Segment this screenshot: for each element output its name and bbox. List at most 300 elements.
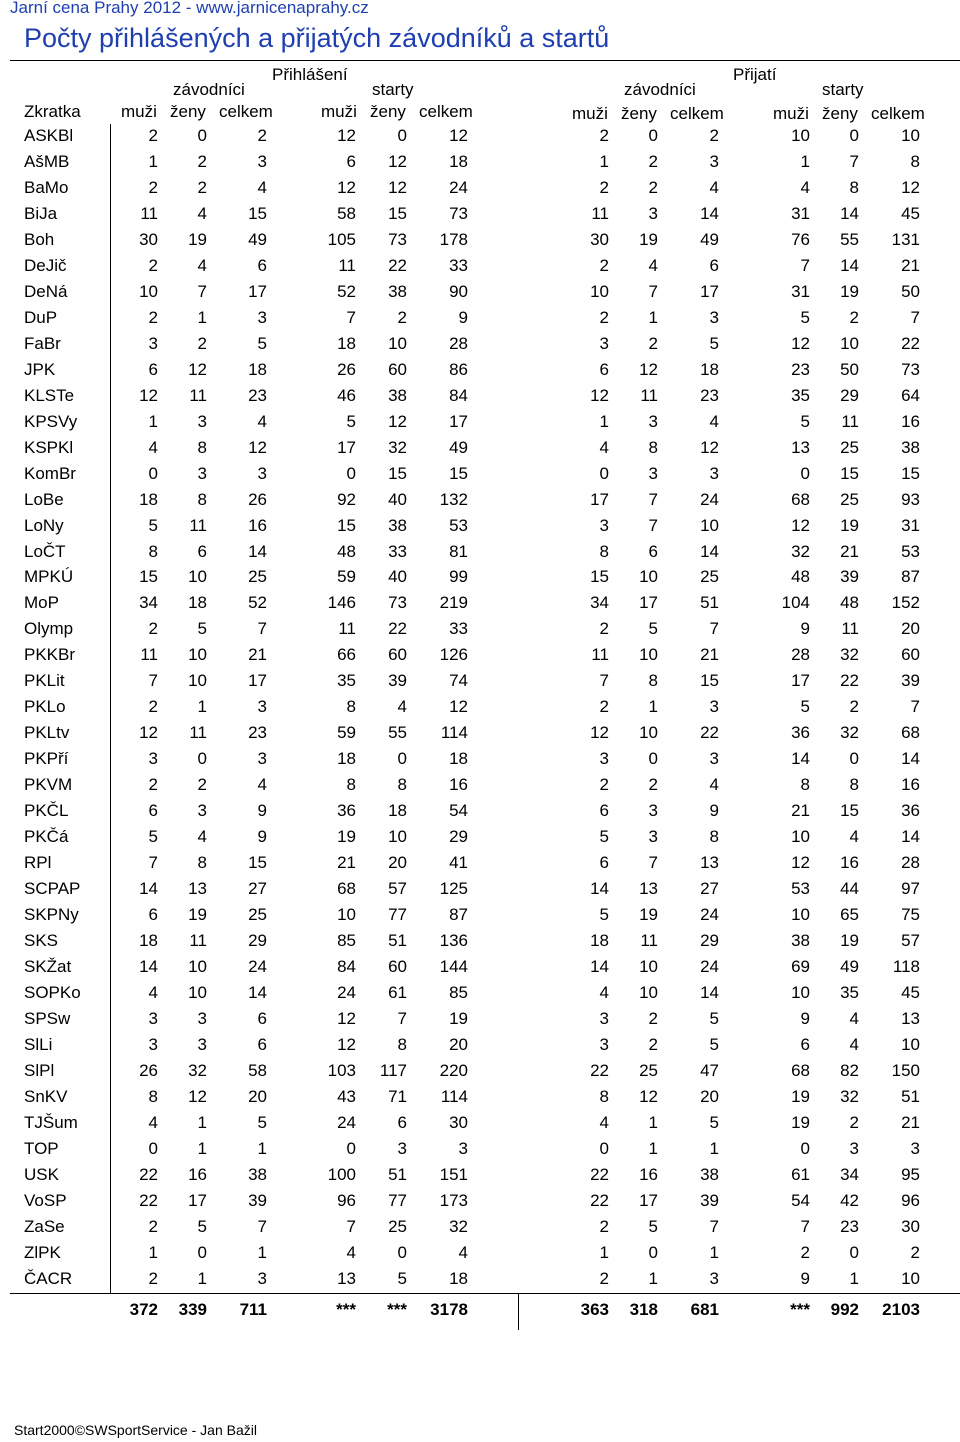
cell-reg-total: 6 xyxy=(257,1034,267,1054)
cell-reg-women: 3 xyxy=(197,1034,207,1054)
cell-reg-starts-women: 57 xyxy=(388,879,407,899)
cell-acc-women: 10 xyxy=(639,567,658,587)
cell-acc-women: 3 xyxy=(648,203,658,223)
cell-reg-starts-total: 114 xyxy=(440,1086,468,1106)
cell-acc-men: 22 xyxy=(590,1060,609,1080)
table-row xyxy=(0,412,960,438)
cell-reg-total: 23 xyxy=(248,723,267,743)
cell-acc-men: 22 xyxy=(590,1190,609,1210)
cell-reg-starts-total: 114 xyxy=(440,723,468,743)
cell-reg-starts-men: 36 xyxy=(337,801,356,821)
col-header-reg-men: muži xyxy=(121,102,157,121)
cell-acc-men: 11 xyxy=(591,645,609,665)
cell-reg-total: 25 xyxy=(248,905,267,925)
cell-acc-starts-total: 51 xyxy=(901,1086,920,1106)
cell-acc-total: 4 xyxy=(709,775,719,795)
cell-acc-women: 10 xyxy=(639,723,658,743)
cell-reg-starts-men: 10 xyxy=(337,905,356,925)
cell-reg-starts-men: 85 xyxy=(337,931,356,951)
cell-acc-starts-men: 9 xyxy=(800,619,810,639)
cell-abbr: ZaSe xyxy=(24,1216,65,1236)
cell-reg-starts-total: 151 xyxy=(439,1164,468,1184)
cell-acc-women: 13 xyxy=(639,879,658,899)
table-row xyxy=(0,983,960,1009)
cell-acc-total: 20 xyxy=(700,1086,719,1106)
cell-acc-women: 17 xyxy=(639,1190,658,1210)
cell-reg-total: 6 xyxy=(257,1008,267,1028)
cell-acc-men: 2 xyxy=(599,619,609,639)
cell-acc-women: 0 xyxy=(648,749,658,769)
cell-abbr: ZlPK xyxy=(24,1242,61,1262)
cell-acc-starts-men: 36 xyxy=(791,723,810,743)
table-row xyxy=(0,334,960,360)
cell-reg-starts-total: 33 xyxy=(449,255,468,275)
cell-reg-men: 12 xyxy=(139,723,158,743)
cell-abbr: MPKÚ xyxy=(24,567,74,587)
subgroup-registered-starts: starty xyxy=(372,80,414,99)
cell-abbr: SPSw xyxy=(24,1008,71,1028)
cell-acc-men: 4 xyxy=(599,983,609,1002)
cell-abbr: PKPří xyxy=(24,749,69,769)
cell-acc-starts-women: 11 xyxy=(841,411,859,431)
cell-reg-men: 2 xyxy=(148,255,158,275)
cell-acc-men: 12 xyxy=(590,385,609,405)
cell-acc-men: 11 xyxy=(591,203,609,223)
cell-acc-men: 6 xyxy=(599,801,609,821)
cell-abbr: FaBr xyxy=(24,333,61,353)
cell-reg-women: 0 xyxy=(197,749,207,769)
cell-reg-total: 23 xyxy=(248,385,267,405)
cell-acc-starts-total: 39 xyxy=(901,671,920,691)
cell-reg-starts-total: 84 xyxy=(449,385,468,405)
cell-acc-starts-women: 49 xyxy=(840,957,859,977)
cell-acc-starts-women: 82 xyxy=(840,1060,859,1080)
cell-reg-starts-men: 18 xyxy=(337,749,356,769)
cell-acc-men: 6 xyxy=(599,359,609,379)
cell-acc-men: 2 xyxy=(599,1216,609,1236)
cell-acc-women: 1 xyxy=(648,1138,658,1158)
cell-reg-starts-men: 24 xyxy=(337,1112,356,1132)
cell-reg-women: 32 xyxy=(188,1060,207,1080)
cell-reg-starts-men: 105 xyxy=(327,229,356,249)
cell-reg-starts-women: 4 xyxy=(397,697,407,717)
cell-acc-starts-men: 13 xyxy=(791,437,810,457)
cell-reg-men: 0 xyxy=(148,463,158,483)
cell-reg-starts-men: 58 xyxy=(337,203,356,223)
cell-acc-men: 0 xyxy=(599,463,609,483)
cell-reg-women: 2 xyxy=(197,151,207,171)
cell-reg-starts-total: 74 xyxy=(449,671,468,691)
cell-acc-starts-women: 34 xyxy=(840,1164,859,1184)
cell-acc-starts-men: 21 xyxy=(791,801,810,821)
cell-acc-starts-men: 19 xyxy=(791,1086,810,1106)
cell-reg-men: 6 xyxy=(148,359,158,379)
cell-acc-starts-men: 17 xyxy=(791,671,810,691)
table-row xyxy=(0,723,960,749)
table-row xyxy=(0,827,960,853)
cell-reg-men: 4 xyxy=(148,1112,158,1132)
cell-reg-starts-women: 6 xyxy=(397,1112,407,1132)
cell-acc-total: 10 xyxy=(700,515,719,535)
cell-reg-women: 4 xyxy=(197,255,207,275)
cell-acc-starts-women: 65 xyxy=(840,905,859,925)
cell-reg-starts-total: 32 xyxy=(449,1216,468,1236)
cell-acc-men: 1 xyxy=(599,1242,609,1262)
cell-reg-women: 10 xyxy=(188,957,207,977)
cell-acc-total: 22 xyxy=(700,723,719,743)
cell-acc-starts-women: 44 xyxy=(840,879,859,899)
cell-reg-starts-total: 144 xyxy=(439,957,468,977)
cell-acc-starts-men: 1 xyxy=(800,151,810,171)
cell-abbr: PKLtv xyxy=(24,723,70,743)
cell-acc-total: 3 xyxy=(709,463,719,483)
table-row xyxy=(0,749,960,775)
cell-reg-women: 10 xyxy=(188,671,207,691)
cell-acc-men: 34 xyxy=(590,593,609,613)
table-row xyxy=(0,256,960,282)
cell-acc-starts-men: 9 xyxy=(800,1008,810,1028)
cell-acc-starts-women: 2 xyxy=(849,1112,859,1132)
cell-acc-starts-total: 75 xyxy=(901,905,920,925)
cell-acc-women: 16 xyxy=(639,1164,658,1184)
total-acc-starts-total: 2103 xyxy=(882,1300,920,1319)
cell-acc-total: 7 xyxy=(709,1216,719,1236)
cell-acc-starts-total: 10 xyxy=(901,126,920,145)
cell-acc-starts-men: 48 xyxy=(791,567,810,587)
cell-acc-starts-women: 15 xyxy=(840,463,859,483)
col-header-reg-total: celkem xyxy=(219,102,273,121)
table-row xyxy=(0,697,960,723)
cell-reg-women: 12 xyxy=(188,1086,207,1106)
cell-reg-women: 13 xyxy=(188,879,207,899)
cell-acc-starts-total: 73 xyxy=(901,359,920,379)
cell-acc-starts-women: 50 xyxy=(840,359,859,379)
cell-acc-starts-total: 2 xyxy=(910,1242,920,1262)
cell-reg-starts-men: 19 xyxy=(337,827,356,847)
cell-acc-starts-women: 14 xyxy=(840,203,859,223)
cell-reg-starts-women: 5 xyxy=(397,1268,407,1288)
cell-reg-starts-women: 22 xyxy=(388,619,407,639)
cell-reg-starts-women: 8 xyxy=(397,1034,407,1054)
cell-acc-total: 21 xyxy=(700,645,719,665)
cell-abbr: LoBe xyxy=(24,489,64,509)
table-row xyxy=(0,282,960,308)
cell-reg-total: 7 xyxy=(257,619,267,639)
cell-acc-starts-women: 29 xyxy=(840,385,859,405)
cell-reg-men: 34 xyxy=(139,593,158,613)
cell-acc-total: 18 xyxy=(700,359,719,379)
cell-reg-men: 30 xyxy=(139,229,158,249)
cell-reg-women: 3 xyxy=(197,801,207,821)
cell-acc-starts-women: 42 xyxy=(840,1190,859,1210)
cell-reg-men: 0 xyxy=(148,1138,158,1158)
cell-acc-men: 2 xyxy=(599,126,609,145)
cell-reg-women: 3 xyxy=(197,463,207,483)
cell-acc-women: 25 xyxy=(639,1060,658,1080)
cell-reg-men: 5 xyxy=(148,827,158,847)
table-row xyxy=(0,464,960,490)
cell-reg-starts-men: 100 xyxy=(327,1164,356,1184)
cell-reg-men: 3 xyxy=(148,1034,158,1054)
cell-acc-starts-men: 9 xyxy=(800,1268,810,1288)
cell-reg-women: 2 xyxy=(197,775,207,795)
cell-acc-men: 8 xyxy=(599,1086,609,1106)
table-row xyxy=(0,931,960,957)
cell-acc-starts-women: 55 xyxy=(840,229,859,249)
cell-reg-starts-women: 3 xyxy=(397,1138,407,1158)
cell-acc-women: 7 xyxy=(648,853,658,873)
cell-acc-starts-total: 12 xyxy=(901,177,920,197)
cell-acc-men: 30 xyxy=(590,229,609,249)
cell-abbr: KomBr xyxy=(24,463,76,483)
cell-reg-starts-women: 8 xyxy=(397,775,407,795)
footer-credit: Start2000©SWSportService - Jan Bažil xyxy=(14,1422,257,1438)
cell-reg-starts-total: 28 xyxy=(449,333,468,353)
cell-acc-women: 3 xyxy=(648,827,658,847)
cell-abbr: PKVM xyxy=(24,775,73,795)
cell-abbr: TOP xyxy=(24,1138,59,1158)
cell-reg-total: 38 xyxy=(248,1164,267,1184)
cell-acc-total: 5 xyxy=(709,1034,719,1054)
cell-acc-starts-men: 68 xyxy=(791,489,810,509)
cell-acc-women: 2 xyxy=(648,1008,658,1028)
cell-acc-starts-women: 21 xyxy=(840,541,859,561)
cell-acc-women: 7 xyxy=(648,489,658,509)
cell-reg-women: 4 xyxy=(197,827,207,847)
table-row xyxy=(0,1009,960,1035)
cell-reg-starts-men: 46 xyxy=(337,385,356,405)
cell-reg-starts-men: 7 xyxy=(346,307,356,327)
cell-acc-women: 8 xyxy=(648,671,658,691)
table-row xyxy=(0,1035,960,1061)
cell-reg-starts-women: 38 xyxy=(388,281,407,301)
cell-reg-starts-total: 132 xyxy=(439,489,468,509)
cell-reg-women: 3 xyxy=(197,1008,207,1028)
col-header-acc-women: ženy xyxy=(621,104,657,123)
cell-acc-starts-women: 3 xyxy=(849,1138,859,1158)
cell-acc-starts-total: 14 xyxy=(901,827,920,847)
cell-reg-total: 3 xyxy=(257,463,267,483)
total-acc-starts-men: *** xyxy=(790,1300,810,1319)
cell-reg-starts-women: 2 xyxy=(397,307,407,327)
cell-acc-starts-women: 19 xyxy=(840,931,859,951)
cell-acc-women: 17 xyxy=(639,593,658,613)
cell-reg-starts-men: 59 xyxy=(337,723,356,743)
cell-reg-starts-men: 12 xyxy=(337,126,356,145)
cell-acc-starts-total: 50 xyxy=(901,281,920,301)
cell-abbr: PKLo xyxy=(24,697,66,717)
cell-acc-women: 8 xyxy=(648,437,658,457)
cell-reg-starts-women: 77 xyxy=(388,905,407,925)
cell-reg-starts-women: 60 xyxy=(388,957,407,977)
cell-reg-men: 2 xyxy=(148,775,158,795)
cell-acc-men: 1 xyxy=(599,411,609,431)
cell-reg-women: 11 xyxy=(189,931,207,951)
cell-reg-women: 8 xyxy=(197,489,207,509)
cell-reg-men: 10 xyxy=(139,281,158,301)
cell-acc-starts-total: 8 xyxy=(910,151,920,171)
cell-reg-men: 3 xyxy=(148,333,158,353)
cell-acc-women: 0 xyxy=(648,1242,658,1262)
cell-reg-women: 18 xyxy=(188,593,207,613)
cell-acc-total: 24 xyxy=(700,489,719,509)
cell-acc-starts-total: 31 xyxy=(901,515,920,535)
cell-acc-starts-total: 30 xyxy=(901,1216,920,1236)
table-row xyxy=(0,178,960,204)
cell-reg-starts-women: 10 xyxy=(388,827,407,847)
cell-acc-starts-men: 12 xyxy=(791,333,810,353)
cell-reg-women: 0 xyxy=(197,126,207,145)
cell-acc-starts-total: 45 xyxy=(901,983,920,1002)
column-divider-middle xyxy=(518,1294,519,1330)
table-row xyxy=(0,1243,960,1269)
cell-abbr: PKLit xyxy=(24,671,65,691)
cell-reg-women: 10 xyxy=(188,645,207,665)
cell-acc-men: 3 xyxy=(599,515,609,535)
cell-reg-starts-total: 125 xyxy=(439,879,468,899)
cell-reg-total: 39 xyxy=(248,1190,267,1210)
cell-reg-starts-total: 90 xyxy=(449,281,468,301)
cell-abbr: LoNy xyxy=(24,515,64,535)
cell-acc-starts-total: 118 xyxy=(892,957,920,977)
cell-reg-starts-total: 220 xyxy=(439,1060,468,1080)
cell-acc-total: 3 xyxy=(709,749,719,769)
cell-reg-men: 7 xyxy=(148,671,158,691)
cell-reg-total: 1 xyxy=(257,1242,267,1262)
cell-abbr: ASKBl xyxy=(24,126,74,145)
cell-reg-starts-total: 18 xyxy=(449,151,468,171)
cell-acc-starts-women: 11 xyxy=(841,619,859,639)
cell-reg-starts-women: 33 xyxy=(388,541,407,561)
cell-reg-total: 20 xyxy=(248,1086,267,1106)
cell-acc-total: 5 xyxy=(709,333,719,353)
cell-acc-starts-women: 32 xyxy=(840,1086,859,1106)
cell-acc-men: 7 xyxy=(599,671,609,691)
cell-acc-starts-men: 10 xyxy=(791,827,810,847)
cell-acc-starts-women: 7 xyxy=(849,151,859,171)
cell-acc-total: 27 xyxy=(700,879,719,899)
cell-acc-starts-men: 4 xyxy=(800,177,810,197)
cell-reg-total: 17 xyxy=(248,281,267,301)
cell-acc-total: 2 xyxy=(709,126,719,145)
cell-acc-starts-women: 10 xyxy=(840,333,859,353)
table-row xyxy=(0,1113,960,1139)
cell-acc-starts-men: 2 xyxy=(800,1242,810,1262)
cell-abbr: DuP xyxy=(24,307,58,327)
cell-reg-women: 17 xyxy=(188,1190,207,1210)
cell-acc-starts-total: 53 xyxy=(901,541,920,561)
cell-acc-total: 25 xyxy=(700,567,719,587)
col-header-acc-starts-women: ženy xyxy=(822,104,858,123)
cell-reg-total: 6 xyxy=(257,255,267,275)
cell-acc-starts-total: 93 xyxy=(901,489,920,509)
cell-acc-starts-men: 31 xyxy=(791,281,810,301)
cell-acc-women: 10 xyxy=(639,983,658,1002)
cell-acc-starts-total: 96 xyxy=(901,1190,920,1210)
total-reg-women: 339 xyxy=(178,1300,207,1319)
cell-reg-starts-men: 48 xyxy=(337,541,356,561)
cell-acc-total: 29 xyxy=(700,931,719,951)
cell-acc-starts-total: 21 xyxy=(901,1112,920,1132)
cell-abbr: DeNá xyxy=(24,281,68,301)
cell-acc-starts-women: 0 xyxy=(849,749,859,769)
cell-acc-women: 2 xyxy=(648,177,658,197)
cell-reg-total: 21 xyxy=(248,645,267,665)
cell-acc-total: 14 xyxy=(700,203,719,223)
table-row xyxy=(0,619,960,645)
cell-acc-total: 39 xyxy=(700,1190,719,1210)
cell-acc-starts-total: 64 xyxy=(901,385,920,405)
cell-reg-men: 2 xyxy=(148,1268,158,1288)
col-header-acc-starts-total: celkem xyxy=(871,104,925,123)
cell-acc-women: 5 xyxy=(648,1216,658,1236)
cell-acc-starts-women: 39 xyxy=(840,567,859,587)
cell-acc-starts-women: 14 xyxy=(840,255,859,275)
table-row xyxy=(0,1269,960,1295)
cell-acc-starts-men: 53 xyxy=(791,879,810,899)
cell-reg-starts-total: 24 xyxy=(449,177,468,197)
cell-reg-starts-men: 13 xyxy=(337,1268,356,1288)
cell-acc-men: 5 xyxy=(599,905,609,925)
cell-reg-starts-men: 12 xyxy=(337,1034,356,1054)
table-row xyxy=(0,1087,960,1113)
total-reg-starts-men: *** xyxy=(336,1300,356,1319)
cell-acc-starts-men: 7 xyxy=(800,1216,810,1236)
cell-acc-total: 3 xyxy=(709,697,719,717)
cell-reg-starts-total: 99 xyxy=(449,567,468,587)
cell-acc-starts-men: 12 xyxy=(791,853,810,873)
cell-reg-starts-total: 18 xyxy=(449,1268,468,1288)
cell-reg-men: 7 xyxy=(148,853,158,873)
cell-acc-starts-men: 35 xyxy=(791,385,810,405)
cell-reg-total: 7 xyxy=(257,1216,267,1236)
cell-acc-total: 49 xyxy=(700,229,719,249)
cell-abbr: SCPAP xyxy=(24,879,81,899)
cell-reg-total: 12 xyxy=(248,437,267,457)
cell-reg-men: 3 xyxy=(148,749,158,769)
cell-abbr: SOPKo xyxy=(24,983,81,1002)
cell-acc-starts-total: 13 xyxy=(901,1008,920,1028)
cell-reg-starts-total: 19 xyxy=(449,1008,468,1028)
cell-acc-starts-total: 36 xyxy=(901,801,920,821)
cell-reg-men: 2 xyxy=(148,307,158,327)
cell-abbr: SKŽat xyxy=(24,957,72,977)
cell-acc-men: 2 xyxy=(599,177,609,197)
cell-acc-total: 24 xyxy=(700,905,719,925)
cell-reg-starts-men: 8 xyxy=(346,775,356,795)
cell-reg-starts-women: 55 xyxy=(388,723,407,743)
cell-reg-starts-men: 92 xyxy=(337,489,356,509)
cell-reg-women: 4 xyxy=(197,203,207,223)
cell-reg-starts-men: 12 xyxy=(337,1008,356,1028)
table-row xyxy=(0,126,960,152)
cell-reg-starts-women: 38 xyxy=(388,385,407,405)
cell-reg-starts-women: 18 xyxy=(388,801,407,821)
cell-acc-women: 6 xyxy=(648,541,658,561)
cell-acc-starts-women: 2 xyxy=(849,307,859,327)
cell-reg-total: 3 xyxy=(257,1268,267,1288)
cell-reg-starts-women: 77 xyxy=(388,1190,407,1210)
cell-reg-women: 1 xyxy=(197,1268,207,1288)
cell-reg-starts-women: 60 xyxy=(388,645,407,665)
cell-reg-total: 17 xyxy=(248,671,267,691)
cell-reg-men: 15 xyxy=(139,567,158,587)
group-registered-header: Přihlášení xyxy=(272,65,348,84)
cell-reg-starts-total: 4 xyxy=(458,1242,468,1262)
cell-reg-women: 16 xyxy=(188,1164,207,1184)
table-row xyxy=(0,386,960,412)
cell-acc-starts-total: 7 xyxy=(910,697,920,717)
